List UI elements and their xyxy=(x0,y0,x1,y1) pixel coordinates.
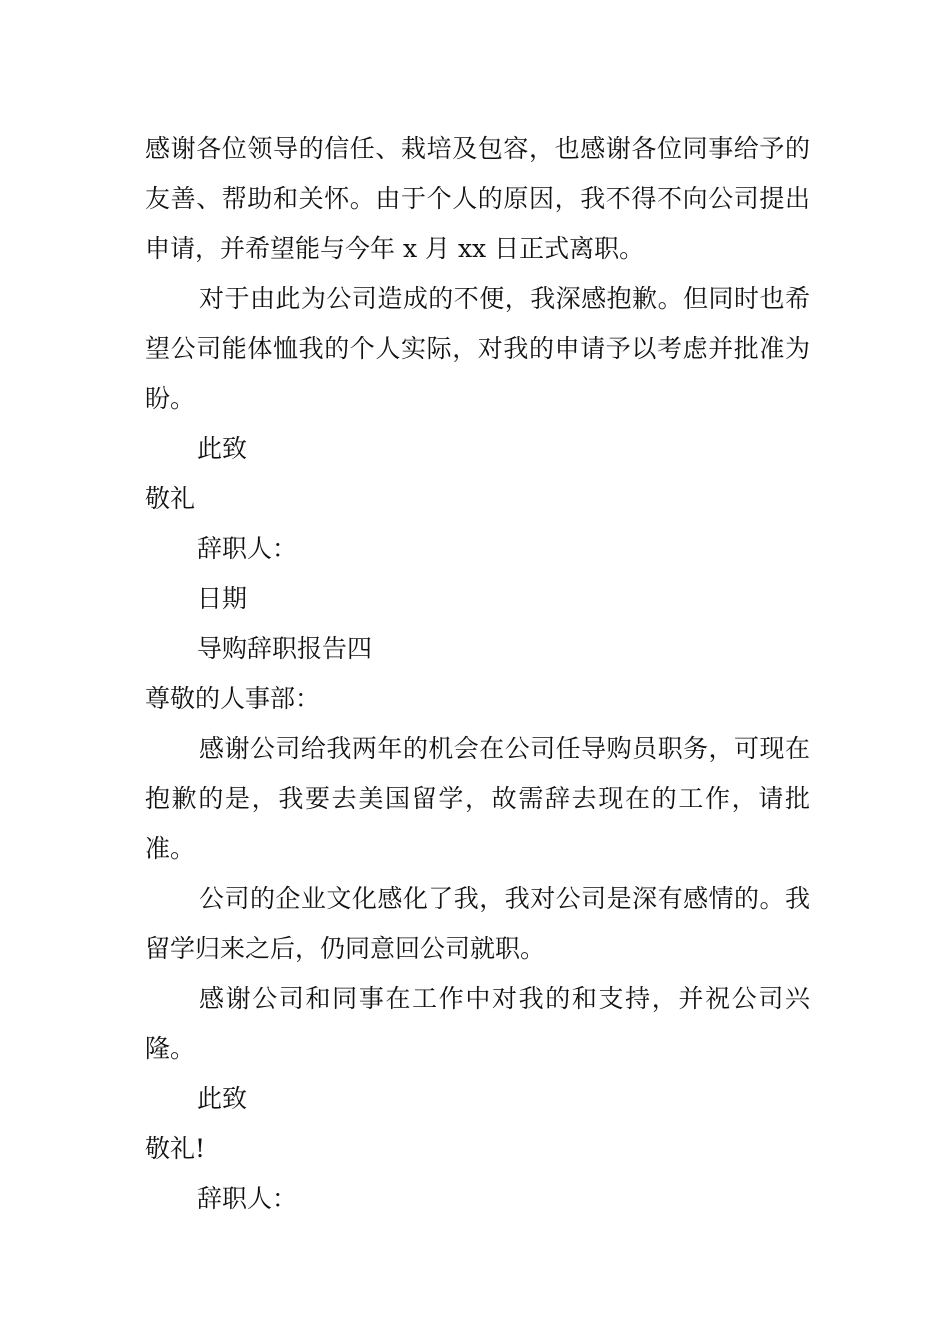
letter-body xyxy=(145,124,810,1224)
signature-label-2: 辞职人： xyxy=(197,1184,298,1213)
closing-regards-2: 敬礼! xyxy=(145,1134,206,1163)
paragraph-thanks: 感谢各位领导的信任、栽培及包容，也感谢各位同事给予的友善、帮助和关怀。由于个人的原因，我不得不向公司提出申请，并希望能与今年 x 月 xx 日正式离职。 xyxy=(145,134,810,263)
paragraph-resignation-reason: 感谢公司给我两年的机会在公司任导购员职务，可现在抱歉的是，我要去美国留学，故需辞去现在的工作，请批准。 xyxy=(145,734,810,863)
closing-salutation: 此致 xyxy=(197,434,248,463)
date-label: 日期 xyxy=(197,584,248,613)
letter-greeting: 尊敬的人事部： xyxy=(145,684,321,713)
closing-salutation-2: 此致 xyxy=(197,1084,248,1113)
paragraph-company-culture: 公司的企业文化感化了我，我对公司是深有感情的。我留学归来之后，仍同意回公司就职。 xyxy=(145,884,810,963)
signature-label: 辞职人： xyxy=(197,534,298,563)
section-title: 导购辞职报告四 xyxy=(197,634,373,663)
paragraph-apology: 对于由此为公司造成的不便，我深感抱歉。但同时也希望公司能体恤我的个人实际，对我的申请予以考虑并批准为盼。 xyxy=(145,284,810,413)
closing-regards: 敬礼 xyxy=(145,484,196,513)
paragraph-gratitude: 感谢公司和同事在工作中对我的和支持，并祝公司兴隆。 xyxy=(145,984,810,1063)
